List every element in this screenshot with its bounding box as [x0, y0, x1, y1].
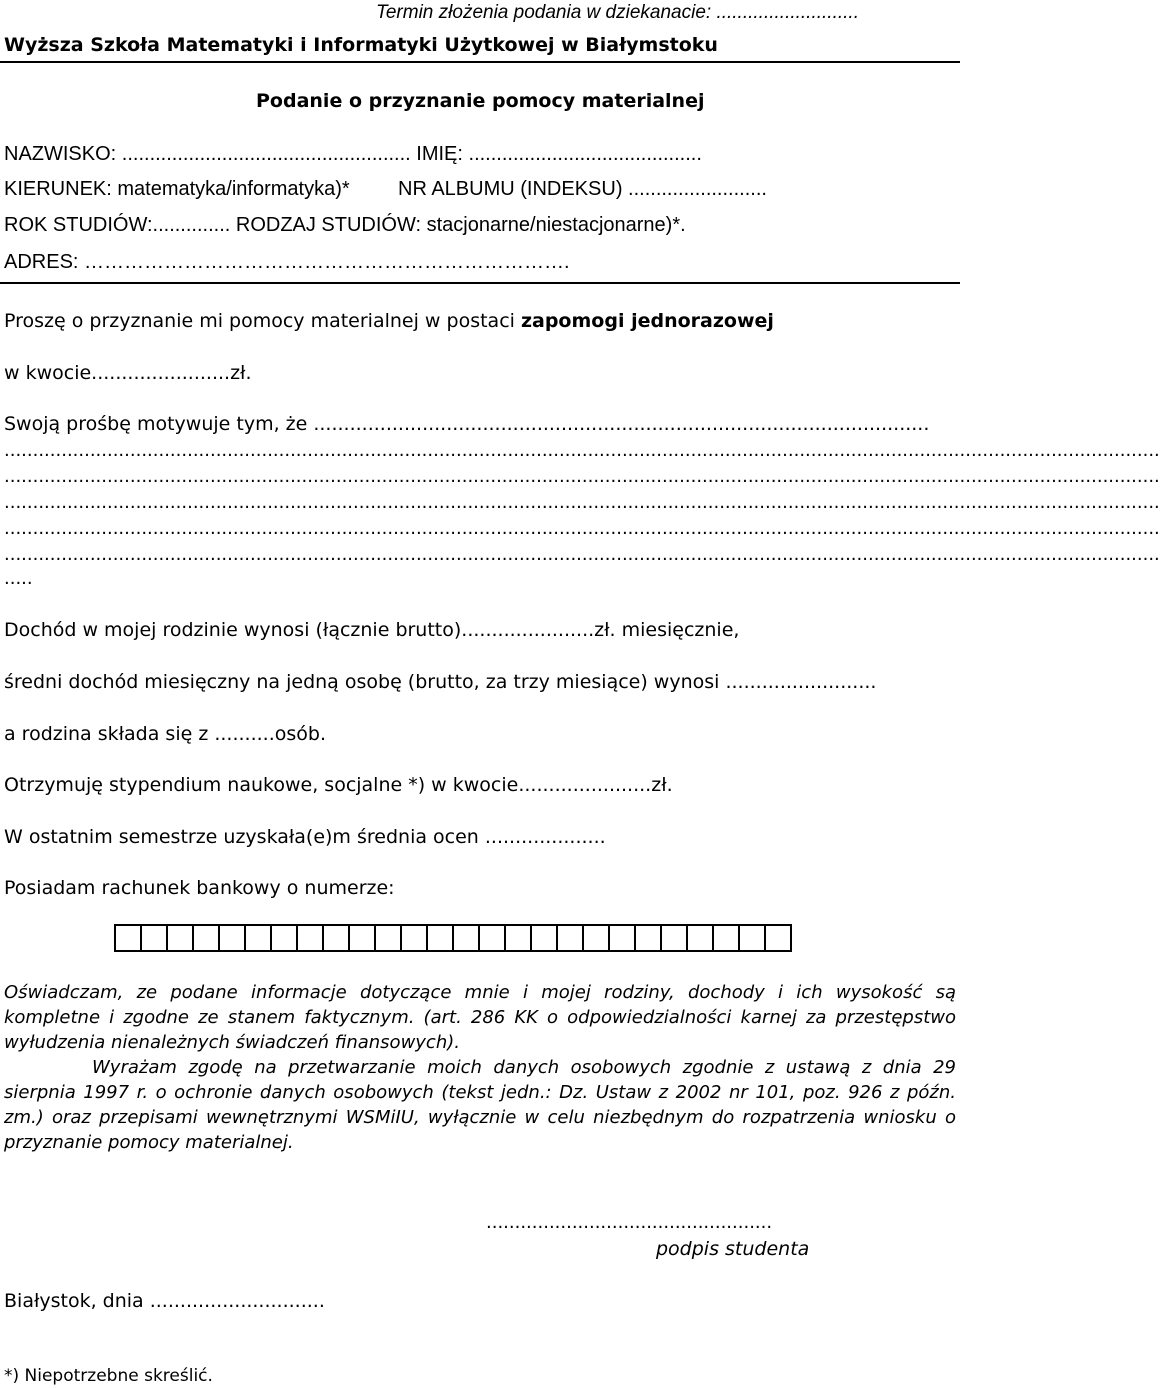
address-field[interactable]: ADRES: ………………………………………………………………. — [4, 251, 570, 273]
account-digit-box[interactable] — [350, 926, 376, 950]
consent-paragraph: Wyrażam zgodę na przetwarzanie moich danych osobowych zgodnie z ustawą z dnia 29 sierpnia 1997 r. o ochronie danych osobowych (tekst jedn.: Dz. Ustaw z 2002 nr 101, poz. 926 z późn. zm.) oraz przepisami wewnętrznymi WSMiIU, wyłącznie w celu niezbędnym do rozpatrzenia wniosku o przyznanie pomocy materialnej. — [4, 1057, 956, 1153]
declaration-paragraph: Oświadczam, ze podane informacje dotyczące mnie i mojej rodziny, dochody i ich wysokość są kompletne i zgodne ze stanem faktycznym. (art. 286 KK o odpowiedzialności karnej za przestępstwo wyłudzenia nienależnych świadczeń finansowych). — [4, 982, 956, 1053]
signature-label: podpis studenta — [656, 1238, 810, 1260]
motivation-field[interactable]: Swoją prośbę motywuje tym, że ...................................................................................................... — [4, 413, 930, 435]
account-digit-box[interactable] — [298, 926, 324, 950]
header-rule — [0, 61, 960, 63]
account-digit-box[interactable] — [610, 926, 636, 950]
request-line — [4, 310, 774, 332]
account-digit-box[interactable] — [558, 926, 584, 950]
account-digit-box[interactable] — [168, 926, 194, 950]
direction-field[interactable]: KIERUNEK: matematyka/informatyka)* — [4, 178, 350, 200]
bank-account-label: Posiadam rachunek bankowy o numerze: — [4, 877, 395, 899]
signature-line[interactable]: .................................................. — [486, 1212, 773, 1233]
motivation-dots-4[interactable]: .......................................................................................................................................................................................................... — [4, 518, 1160, 539]
account-digit-box[interactable] — [584, 926, 610, 950]
account-digit-box[interactable] — [740, 926, 766, 950]
album-number-field[interactable]: NR ALBUMU (INDEKSU) ......................... — [398, 178, 767, 200]
account-digit-box[interactable] — [194, 926, 220, 950]
account-digit-box[interactable] — [402, 926, 428, 950]
document-title: Podanie o przyznanie pomocy materialnej — [256, 90, 705, 112]
motivation-dots-5[interactable]: .......................................................................................................................................................................................................... — [4, 544, 1160, 565]
university-name: Wyższa Szkoła Matematyki i Informatyki Użytkowej w Białymstoku — [4, 34, 718, 56]
deadline-note: Termin złożenia podania w dziekanacie: ........................... — [376, 2, 859, 23]
avg-income-field[interactable]: średni dochód miesięczny na jedną osobę (brutto, za trzy miesiące) wynosi ......................... — [4, 671, 877, 693]
account-digit-box[interactable] — [142, 926, 168, 950]
footnote: *) Niepotrzebne skreślić. — [4, 1366, 213, 1386]
surname-name-field[interactable]: NAZWISKO: .................................................... IMIĘ: .......................................... — [4, 143, 702, 165]
motivation-dots-3[interactable]: .......................................................................................................................................................................................................... — [4, 492, 1160, 513]
year-study-type-field[interactable]: ROK STUDIÓW:.............. RODZAJ STUDIÓW: stacjonarne/niestacjonarne)*. — [4, 214, 686, 236]
income-field[interactable]: Dochód w mojej rodzinie wynosi (łącznie brutto)......................zł. miesięcznie, — [4, 619, 740, 641]
account-digit-box[interactable] — [766, 926, 790, 950]
family-size-field[interactable]: a rodzina składa się z ..........osób. — [4, 723, 326, 745]
account-digit-box[interactable] — [688, 926, 714, 950]
account-digit-box[interactable] — [246, 926, 272, 950]
account-digit-box[interactable] — [324, 926, 350, 950]
place-date-field[interactable]: Białystok, dnia ............................. — [4, 1290, 325, 1312]
account-digit-box[interactable] — [116, 926, 142, 950]
scholarship-field[interactable]: Otrzymuję stypendium naukowe, socjalne *) w kwocie......................zł. — [4, 774, 673, 796]
account-digit-box[interactable] — [480, 926, 506, 950]
account-digit-box[interactable] — [662, 926, 688, 950]
account-digit-box[interactable] — [532, 926, 558, 950]
account-digit-box[interactable] — [506, 926, 532, 950]
account-digit-box[interactable] — [376, 926, 402, 950]
account-digit-box[interactable] — [454, 926, 480, 950]
request-text: Proszę o przyznanie mi pomocy materialnej w postaci — [4, 310, 521, 332]
address-rule — [0, 282, 960, 284]
account-digit-box[interactable] — [272, 926, 298, 950]
account-digit-box[interactable] — [636, 926, 662, 950]
grade-average-field[interactable]: W ostatnim semestrze uzyskała(e)m średnia ocen .................... — [4, 826, 606, 848]
account-digit-box[interactable] — [220, 926, 246, 950]
account-digit-box[interactable] — [428, 926, 454, 950]
bank-account-boxes[interactable] — [114, 924, 792, 952]
motivation-dots-1[interactable]: .......................................................................................................................................................................................................... — [4, 440, 1160, 461]
amount-field[interactable]: w kwocie.......................zł. — [4, 362, 252, 384]
motivation-dots-2[interactable]: .......................................................................................................................................................................................................... — [4, 466, 1160, 487]
account-digit-box[interactable] — [714, 926, 740, 950]
motivation-dots-end[interactable]: ..... — [4, 568, 33, 589]
request-type: zapomogi jednorazowej — [520, 310, 774, 332]
